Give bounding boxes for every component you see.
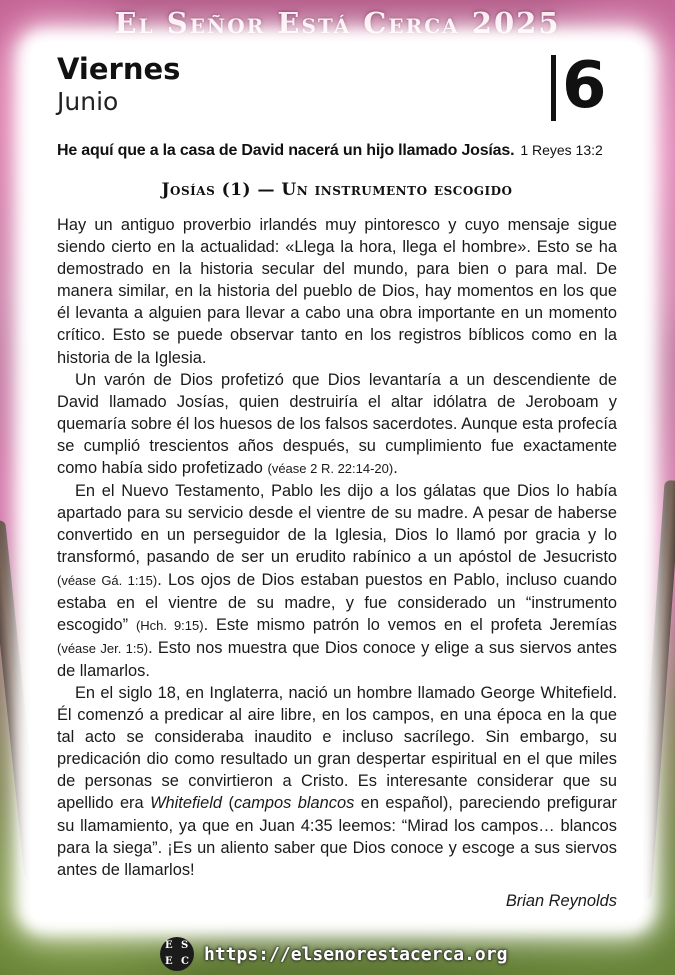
- paragraph-3: En el Nuevo Testamento, Pablo les dijo a los gálatas que Dios lo había apartado para su servicio desde el vientre de su madre. A pesar de haberse convertido en un perseguidor de la Iglesia, Dios lo llamó por gracia y lo transformó, pasando de ser un erudito rabínico a un apóstol de Jesucristo (véase Gá. 1:15). Los ojos de Dios estaban puestos en Pablo, incluso cuando estaba en el vientre de su madre, y fue considerado un “instrumento escogido” (Hch. 9:15). Este mismo patrón lo vemos en el profeta Jeremías (véase Jer. 1:5). Esto nos muestra que Dios conoce y elige a sus siervos antes de llamarlos.: [57, 482, 618, 680]
- paragraph-4: En el siglo 18, en Inglaterra, nació un hombre llamado George Whitefield. Él comenzó a predicar al aire libre, en los campos, en una época en la que tal acto se consideraba inaudito e incluso sacrílego. Sin embargo, su predicación dio como resultado un gran despertar espiritual en el que miles de personas se convirtieron a Cristo. Es interesante considerar que su apellido era Whitefield (campos blancos en español), pareciendo prefigurar su llamamiento, ya que en Juan 4:35 leemos: “Mirad los campos… blancos para la siega”. ¡Es un aliento saber que Dios conoce y escoge a sus siervos antes de llamarlos!: [57, 683, 617, 879]
- paragraph-1: Hay un antiguo proverbio irlandés muy pintoresco y cuyo mensaje sigue siendo cierto en la actualidad: «Llega la hora, llega el hombre». Esto se ha demostrado en la historia secular del mundo, para bien o para mal. De manera similar, en la historia del pueblo de Dios, hay momentos en los que él levanta a alguien para llevar a cabo una obra importante en un momento crítico. Esto se puede observar tanto en los registros bíblicos como en la historia de la Iglesia.: [57, 216, 617, 367]
- article-title: Josías (1) — Un instrumento escogido: [161, 180, 513, 200]
- verse-reference: 1 Reyes 13:2: [520, 142, 603, 158]
- scripture-ref: (Hch. 9:15): [135, 617, 204, 633]
- article-body: [57, 214, 617, 881]
- website-link[interactable]: https://elsenorestacerca.org: [204, 943, 508, 965]
- publication-title: El Señor Está Cerca 2025: [114, 6, 561, 40]
- day-number: 6: [562, 49, 607, 123]
- footer: [160, 936, 507, 972]
- month: Junio: [57, 87, 119, 116]
- author-name: Brian Reynolds: [505, 892, 617, 910]
- scripture-ref: (véase 2 R. 22:14-20): [267, 461, 394, 477]
- key-verse: [57, 142, 617, 160]
- esec-logo-icon: E S E C: [160, 937, 194, 971]
- verse-text: He aquí que a la casa de David nacerá un hijo llamado Josías.: [57, 142, 515, 159]
- scripture-ref: (véase Jer. 1:5): [57, 640, 149, 656]
- scripture-ref: (véase Gá. 1:15): [57, 572, 158, 588]
- date-divider: [551, 55, 556, 121]
- paragraph-2: Un varón de Dios profetizó que Dios levantaría a un descendiente de David llamado Josías, quien destruiría el altar idólatra de Jeroboam y quemaría sobre él los huesos de los falsos sacerdotes. Aunque esta profecía se cumplió trescientos años después, su cumplimiento fue exactamente como había sido profetizado (véase 2 R. 22:14-20).: [57, 370, 617, 478]
- weekday: Viernes: [57, 52, 181, 86]
